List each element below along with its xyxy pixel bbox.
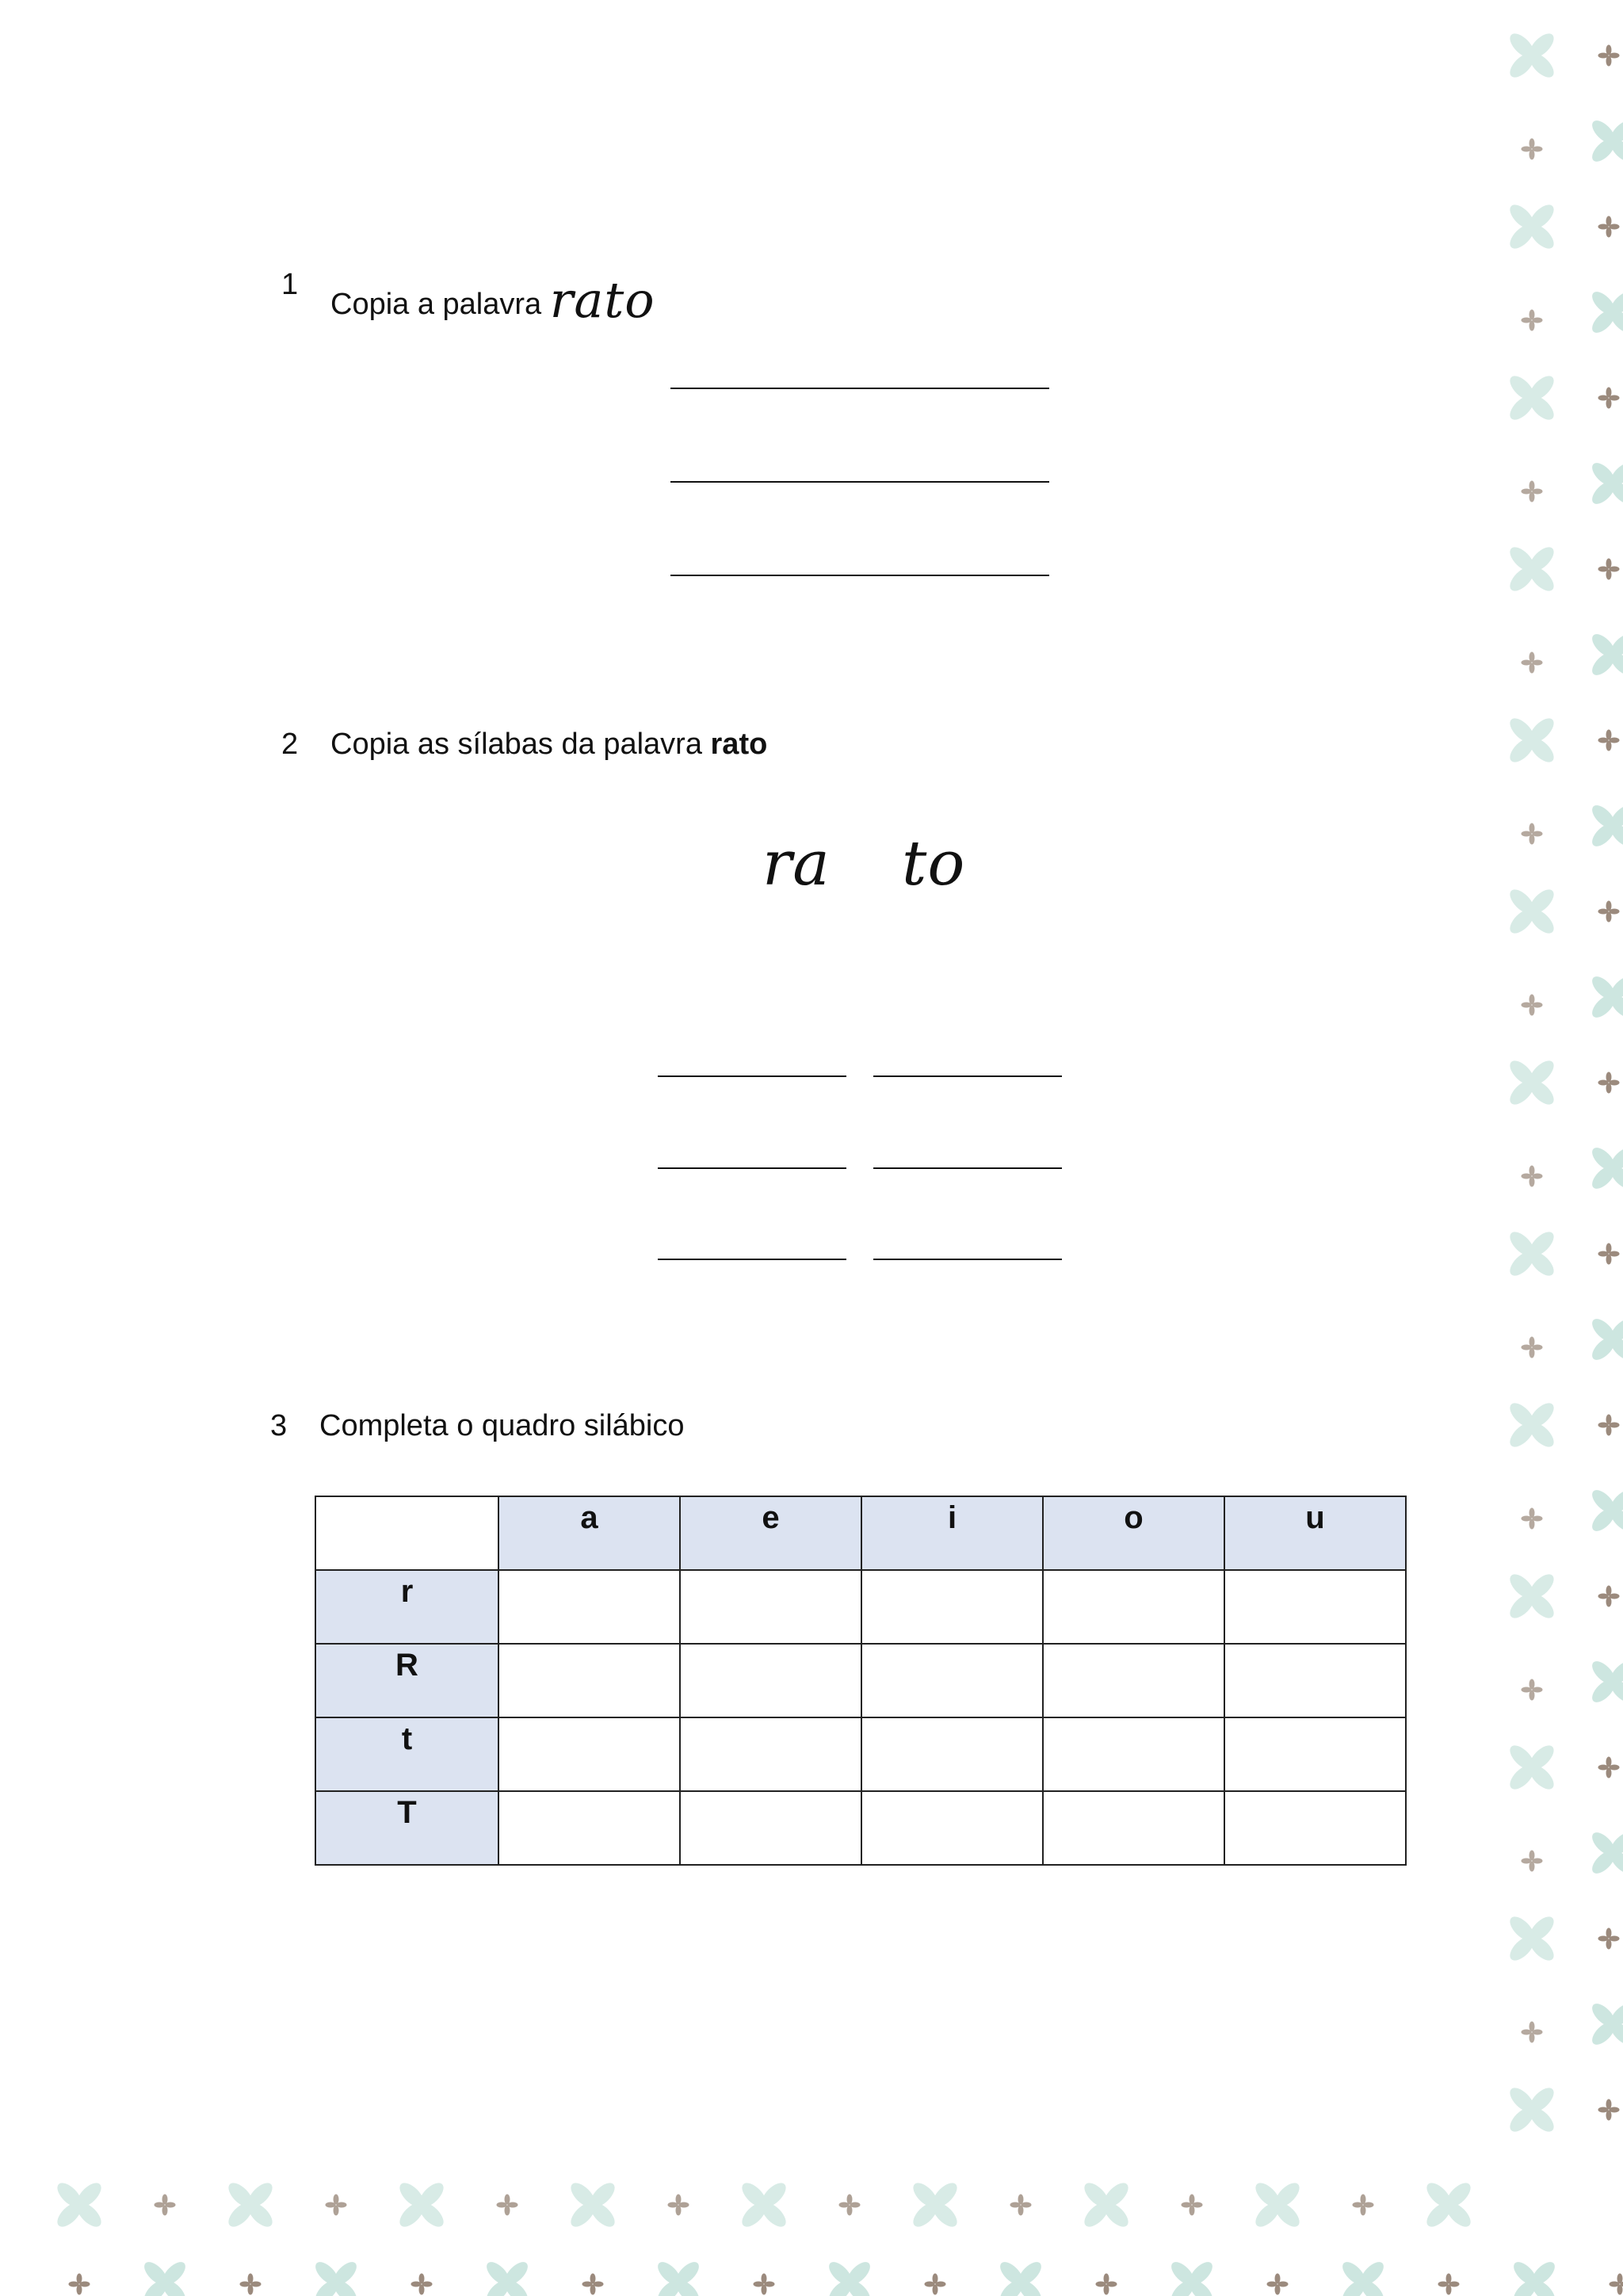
leaf-ornament — [738, 2179, 790, 2231]
floral-border-right — [1498, 0, 1623, 2187]
flower-ornament — [1598, 216, 1620, 238]
leaf-ornament — [1506, 1912, 1558, 1965]
flower-ornament — [582, 2274, 604, 2295]
column-header-u: u — [1224, 1496, 1406, 1570]
leaf-ornament — [1167, 2258, 1216, 2296]
syllable-table — [315, 1496, 1407, 1866]
leaf-ornament — [1588, 1315, 1623, 1364]
answer-line[interactable] — [658, 1075, 846, 1077]
table-cell[interactable] — [1043, 1570, 1224, 1644]
flower-ornament — [497, 2195, 518, 2216]
leaf-ornament — [1588, 459, 1623, 508]
answer-line[interactable] — [670, 575, 1049, 576]
leaf-ornament — [1588, 1657, 1623, 1706]
flower-ornament — [1598, 2099, 1620, 2121]
table-row — [315, 1644, 1406, 1717]
leaf-ornament — [1588, 630, 1623, 679]
leaf-ornament — [1506, 1570, 1558, 1622]
flower-ornament — [1522, 310, 1543, 331]
flower-ornament — [1522, 1851, 1543, 1872]
leaf-ornament — [1080, 2179, 1132, 2231]
leaf-ornament — [483, 2258, 532, 2296]
leaf-ornament — [1506, 1399, 1558, 1451]
leaf-ornament — [1506, 29, 1558, 82]
leaf-ornament — [1588, 801, 1623, 850]
table-cell[interactable] — [498, 1570, 680, 1644]
leaf-ornament — [1338, 2258, 1388, 2296]
leaf-ornament — [1588, 1486, 1623, 1535]
row-header-t: t — [315, 1717, 498, 1791]
leaf-ornament — [395, 2179, 448, 2231]
flower-ornament — [1598, 1757, 1620, 1778]
table-cell[interactable] — [861, 1717, 1043, 1791]
flower-ornament — [1598, 559, 1620, 580]
leaf-ornament — [909, 2179, 961, 2231]
flower-ornament — [1522, 139, 1543, 160]
flower-ornament — [69, 2274, 90, 2295]
column-header-a: a — [498, 1496, 680, 1570]
answer-line[interactable] — [670, 388, 1049, 389]
flower-ornament — [1522, 2022, 1543, 2043]
question-2-number: 2 — [281, 728, 299, 761]
flower-ornament — [1522, 1679, 1543, 1701]
answer-line[interactable] — [658, 1259, 846, 1260]
answer-line[interactable] — [670, 481, 1049, 483]
flower-ornament — [326, 2195, 347, 2216]
flower-ornament — [1522, 481, 1543, 502]
leaf-ornament — [1506, 1228, 1558, 1280]
table-cell[interactable] — [861, 1570, 1043, 1644]
flower-ornament — [1267, 2274, 1289, 2295]
leaf-ornament — [1423, 2179, 1475, 2231]
leaf-ornament — [311, 2258, 361, 2296]
table-cell[interactable] — [1224, 1791, 1406, 1865]
leaf-ornament — [825, 2258, 874, 2296]
table-row — [315, 1570, 1406, 1644]
table-cell[interactable] — [680, 1644, 861, 1717]
table-corner-cell — [315, 1496, 498, 1570]
question-1-number: 1 — [281, 268, 299, 301]
answer-line[interactable] — [873, 1167, 1062, 1169]
flower-ornament — [411, 2274, 433, 2295]
table-cell[interactable] — [1224, 1570, 1406, 1644]
leaf-ornament — [53, 2179, 105, 2231]
floral-border-bottom — [0, 2172, 1623, 2296]
leaf-ornament — [1506, 372, 1558, 424]
table-row — [315, 1791, 1406, 1865]
flower-ornament — [1598, 730, 1620, 751]
leaf-ornament — [1588, 2000, 1623, 2049]
flower-ornament — [240, 2274, 262, 2295]
row-header-T: T — [315, 1791, 498, 1865]
table-cell[interactable] — [1043, 1791, 1224, 1865]
flower-ornament — [1522, 1508, 1543, 1530]
leaf-ornament — [567, 2179, 619, 2231]
leaf-ornament — [1588, 972, 1623, 1022]
column-header-i: i — [861, 1496, 1043, 1570]
question-2-word: rato — [710, 728, 768, 761]
leaf-ornament — [1506, 1056, 1558, 1109]
flower-ornament — [155, 2195, 176, 2216]
flower-ornament — [1598, 1586, 1620, 1607]
table-cell[interactable] — [498, 1717, 680, 1791]
flower-ornament — [668, 2195, 689, 2216]
flower-ornament — [1598, 1928, 1620, 1950]
flower-ornament — [754, 2274, 775, 2295]
row-header-r: r — [315, 1570, 498, 1644]
leaf-ornament — [1506, 2084, 1558, 2136]
leaf-ornament — [1506, 885, 1558, 938]
column-header-o: o — [1043, 1496, 1224, 1570]
leaf-ornament — [1588, 117, 1623, 166]
leaf-ornament — [654, 2258, 703, 2296]
leaf-ornament — [1588, 1828, 1623, 1878]
flower-ornament — [1598, 1244, 1620, 1265]
table-cell[interactable] — [1043, 1717, 1224, 1791]
flower-ornament — [1522, 1166, 1543, 1187]
question-2-text — [330, 728, 767, 762]
table-row — [315, 1717, 1406, 1791]
table-cell[interactable] — [1224, 1717, 1406, 1791]
leaf-ornament — [1506, 543, 1558, 595]
leaf-ornament — [140, 2258, 189, 2296]
question-1-label: Copia a palavra — [330, 288, 542, 321]
leaf-ornament — [1510, 2258, 1559, 2296]
table-cell[interactable] — [861, 1791, 1043, 1865]
column-header-e: e — [680, 1496, 861, 1570]
flower-ornament — [1598, 901, 1620, 923]
answer-line[interactable] — [658, 1167, 846, 1169]
flower-ornament — [1598, 1415, 1620, 1436]
syllable-1: ra — [762, 828, 831, 900]
flower-ornament — [1522, 823, 1543, 845]
question-3-text: Completa o quadro silábico — [319, 1409, 685, 1442]
flower-ornament — [1096, 2274, 1117, 2295]
answer-line[interactable] — [873, 1075, 1062, 1077]
leaf-ornament — [1588, 1144, 1623, 1193]
leaf-ornament — [1506, 714, 1558, 766]
answer-line[interactable] — [873, 1259, 1062, 1260]
flower-ornament — [1010, 2195, 1032, 2216]
flower-ornament — [1610, 2274, 1623, 2295]
leaf-ornament — [996, 2258, 1045, 2296]
leaf-ornament — [1506, 1741, 1558, 1794]
syllable-2: to — [902, 828, 966, 900]
table-cell[interactable] — [861, 1644, 1043, 1717]
flower-ornament — [925, 2274, 946, 2295]
table-cell[interactable] — [1224, 1644, 1406, 1717]
table-cell[interactable] — [1043, 1644, 1224, 1717]
flower-ornament — [1182, 2195, 1203, 2216]
leaf-ornament — [1588, 288, 1623, 337]
question-1-word: rato — [549, 271, 655, 329]
question-3-number: 3 — [270, 1409, 288, 1442]
flower-ornament — [1522, 995, 1543, 1016]
leaf-ornament — [1506, 201, 1558, 253]
flower-ornament — [1598, 45, 1620, 67]
row-header-R: R — [315, 1644, 498, 1717]
leaf-ornament — [224, 2179, 277, 2231]
table-cell[interactable] — [680, 1570, 861, 1644]
table-cell[interactable] — [680, 1717, 861, 1791]
question-2-label: Copia as sílabas da palavra — [330, 728, 702, 761]
flower-ornament — [1522, 1337, 1543, 1358]
table-header-row — [315, 1496, 1406, 1570]
leaf-ornament — [1251, 2179, 1304, 2231]
flower-ornament — [1438, 2274, 1460, 2295]
table-cell[interactable] — [498, 1791, 680, 1865]
flower-ornament — [1598, 388, 1620, 409]
flower-ornament — [1522, 652, 1543, 674]
flower-ornament — [1598, 1072, 1620, 1094]
table-cell[interactable] — [498, 1644, 680, 1717]
flower-ornament — [1353, 2195, 1374, 2216]
question-1-text — [330, 268, 655, 329]
table-cell[interactable] — [680, 1791, 861, 1865]
flower-ornament — [839, 2195, 861, 2216]
